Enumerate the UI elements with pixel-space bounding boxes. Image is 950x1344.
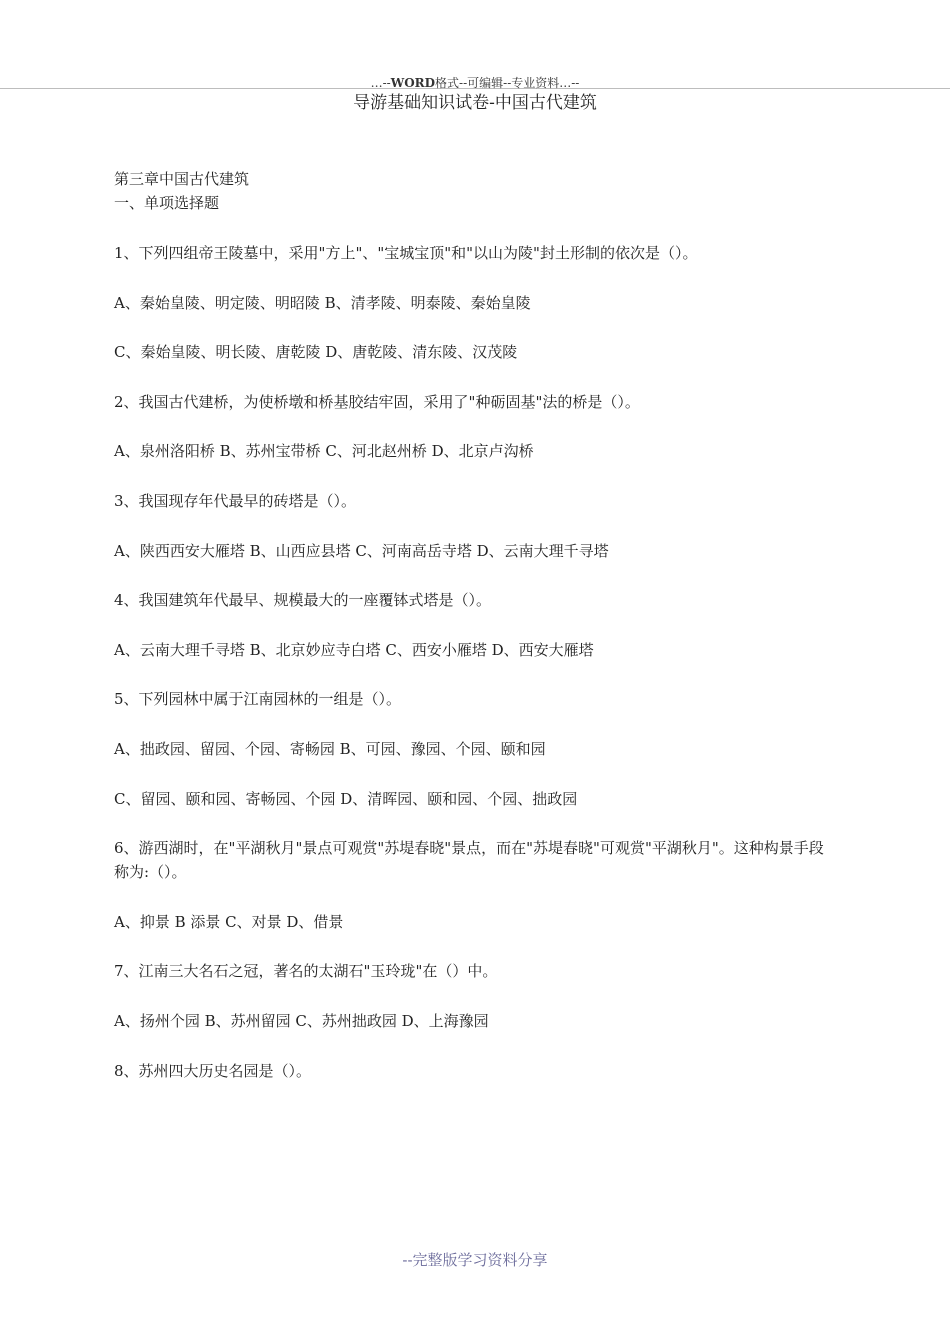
question-1-options-cd: C、秦始皇陵、明长陵、唐乾陵 D、唐乾陵、清东陵、汉茂陵: [114, 343, 518, 362]
document-title: 导游基础知识试卷-中国古代建筑: [353, 93, 597, 113]
chapter-heading: 第三章中国古代建筑: [114, 170, 250, 188]
question-6-options: A、抑景 B 添景 C、对景 D、借景: [114, 912, 344, 931]
question-7: 7、江南三大名石之冠，著名的太湖石"玉玲珑"在（）中。: [114, 962, 498, 981]
question-8: 8、苏州四大历史名园是（）。: [114, 1061, 312, 1080]
question-2-options: A、泉州洛阳桥 B、苏州宝带桥 C、河北赵州桥 D、北京卢沟桥: [114, 442, 534, 461]
document-body: [114, 167, 829, 1108]
section-heading: 一、单项选择题: [114, 194, 220, 212]
question-3-options: A、陕西西安大雁塔 B、山西应县塔 C、河南高岳寺塔 D、云南大理千寻塔: [114, 541, 609, 560]
question-4-options: A、云南大理千寻塔 B、北京妙应寺白塔 C、西安小雁塔 D、西安大雁塔: [114, 640, 594, 659]
question-4: 4、我国建筑年代最早、规模最大的一座覆钵式塔是（）。: [114, 591, 492, 610]
header-word: WORD: [390, 76, 436, 90]
question-5-options-ab: A、拙政园、留园、个园、寄畅园 B、可园、豫园、个园、颐和园: [114, 739, 546, 758]
question-6: 6、游西湖时，在"平湖秋月"景点可观赏"苏堤春晓"景点，而在"苏堤春晓"可观赏"平湖秋月"。这种构景手段称为:（）。: [114, 839, 824, 882]
question-2: 2、我国古代建桥，为使桥墩和桥基胶结牢固，采用了"种砺固基"法的桥是（）。: [114, 392, 640, 411]
page-footer: --完整版学习资料分享: [402, 1251, 548, 1269]
header-prefix: …--: [370, 76, 391, 90]
page-header: [0, 76, 950, 90]
header-suffix: 格式--可编辑--专业资料…--: [435, 76, 580, 90]
question-5-options-cd: C、留园、颐和园、寄畅园、个园 D、清晖园、颐和园、个园、拙政园: [114, 789, 578, 808]
question-1: 1、下列四组帝王陵墓中，采用"方上"、"宝城宝顶"和"以山为陵"封土形制的依次是（）。: [114, 244, 698, 262]
question-3: 3、我国现存年代最早的砖塔是（）。: [114, 491, 357, 510]
question-7-options: A、扬州个园 B、苏州留园 C、苏州拙政园 D、上海豫园: [114, 1011, 489, 1030]
question-5: 5、下列园林中属于江南园林的一组是（）。: [114, 690, 402, 709]
question-1-options-ab: A、秦始皇陵、明定陵、明昭陵 B、清孝陵、明泰陵、秦始皇陵: [114, 293, 531, 312]
